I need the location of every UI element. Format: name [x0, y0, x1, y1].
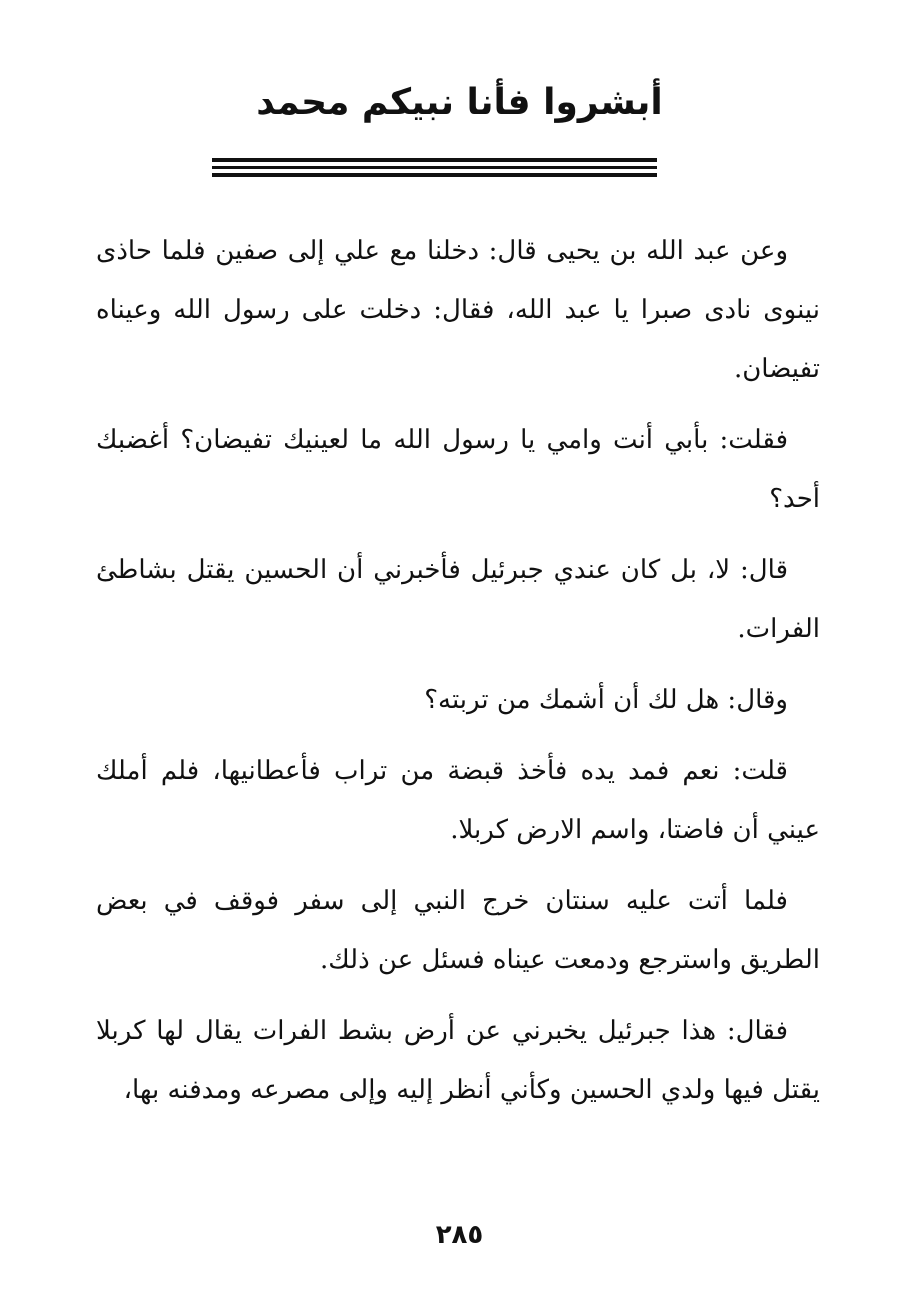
title-divider-line	[212, 166, 657, 169]
paragraph: فلما أتت عليه سنتان خرج النبي إلى سفر فوقف في بعض الطريق واسترجع ودمعت عيناه فسئل عن ذلك.	[96, 886, 820, 975]
paragraph: قال: لا، بل كان عندي جبرئيل فأخبرني أن الحسين يقتل بشاطئ الفرات.	[96, 555, 820, 644]
paragraph: فقال: هذا جبرئيل يخبرني عن أرض بشط الفرات يقال لها كربلا يقتل فيها ولدي الحسين وكأني أنظر إليه وإلى مصرعه ومدفنه بها،	[96, 1016, 820, 1105]
title-divider-line	[212, 173, 657, 177]
paragraph: فقلت: بأبي أنت وامي يا رسول الله ما لعينيك تفيضان؟ أغضبك أحد؟	[96, 425, 820, 514]
page-title: أبشروا فأنا نبيكم محمد	[256, 82, 663, 123]
paragraph: قلت: نعم فمد يده فأخذ قبضة من تراب فأعطانيها، فلم أملك عيني أن فاضتا، واسم الارض كربلا.	[96, 756, 820, 845]
body-text	[96, 222, 820, 1132]
paragraph: وقال: هل لك أن أشمك من تربته؟	[424, 685, 788, 715]
paragraph: وعن عبد الله بن يحيى قال: دخلنا مع علي إلى صفين فلما حاذى نينوى نادى صبرا يا عبد الله، فقال: دخلت على رسول الله وعيناه تفيضان.	[96, 236, 820, 384]
page-number: ٢٨٥	[435, 1220, 484, 1250]
title-divider-line	[212, 158, 657, 162]
